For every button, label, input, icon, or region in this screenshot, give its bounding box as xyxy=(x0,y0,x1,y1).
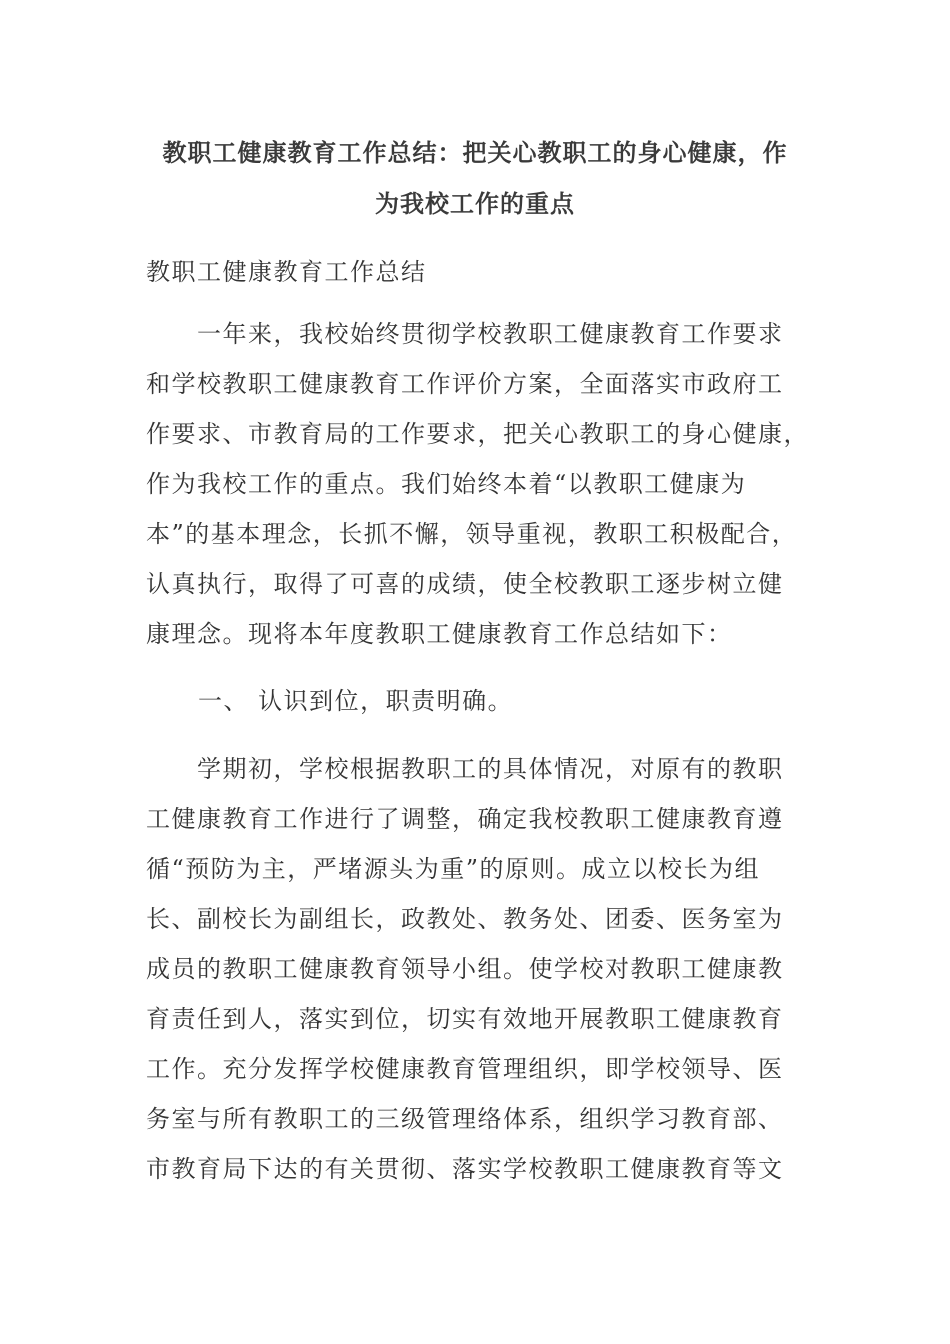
paragraph-line: 工作。充分发挥学校健康教育管理组织，即学校领导、医 xyxy=(146,1055,784,1083)
paragraph-line: 和学校教职工健康教育工作评价方案，全面落实市政府工 xyxy=(146,370,784,398)
subheading: 教职工健康教育工作总结 xyxy=(146,258,427,286)
paragraph-line: 循“预防为主，严堵源头为重”的原则。成立以校长为组 xyxy=(146,855,761,883)
paragraph-line: 成员的教职工健康教育领导小组。使学校对教职工健康教 xyxy=(146,955,784,983)
paragraph-line: 育责任到人，落实到位，切实有效地开展教职工健康教育 xyxy=(146,1005,784,1033)
paragraph-line: 作要求、市教育局的工作要求，把关心教职工的身心健康， xyxy=(146,420,809,448)
paragraph-line: 本”的基本理念，长抓不懈，领导重视，教职工积极配合， xyxy=(146,520,798,548)
paragraph-line: 学期初，学校根据教职工的具体情况，对原有的教职 xyxy=(146,755,784,783)
document-title-line-2: 为我校工作的重点 xyxy=(375,190,575,218)
paragraph-line: 长、副校长为副组长，政教处、教务处、团委、医务室为 xyxy=(146,905,784,933)
paragraph-line: 工健康教育工作进行了调整，确定我校教职工健康教育遵 xyxy=(146,805,784,833)
paragraph-line: 一年来，我校始终贯彻学校教职工健康教育工作要求 xyxy=(146,320,784,348)
paragraph-1 xyxy=(146,309,809,659)
document-title-line-1: 教职工健康教育工作总结：把关心教职工的身心健康，作 xyxy=(162,139,788,167)
paragraph-line: 务室与所有教职工的三级管理络体系，组织学习教育部、 xyxy=(146,1105,784,1133)
paragraph-line: 作为我校工作的重点。我们始终本着“以教职工健康为 xyxy=(146,470,747,498)
section-heading-1: 一、 认识到位，职责明确。 xyxy=(198,687,514,715)
paragraph-2 xyxy=(146,744,806,1194)
paragraph-line: 市教育局下达的有关贯彻、落实学校教职工健康教育等文 xyxy=(146,1155,784,1183)
paragraph-line: 认真执行，取得了可喜的成绩，使全校教职工逐步树立健 xyxy=(146,570,784,598)
paragraph-line: 康理念。现将本年度教职工健康教育工作总结如下： xyxy=(146,620,733,648)
